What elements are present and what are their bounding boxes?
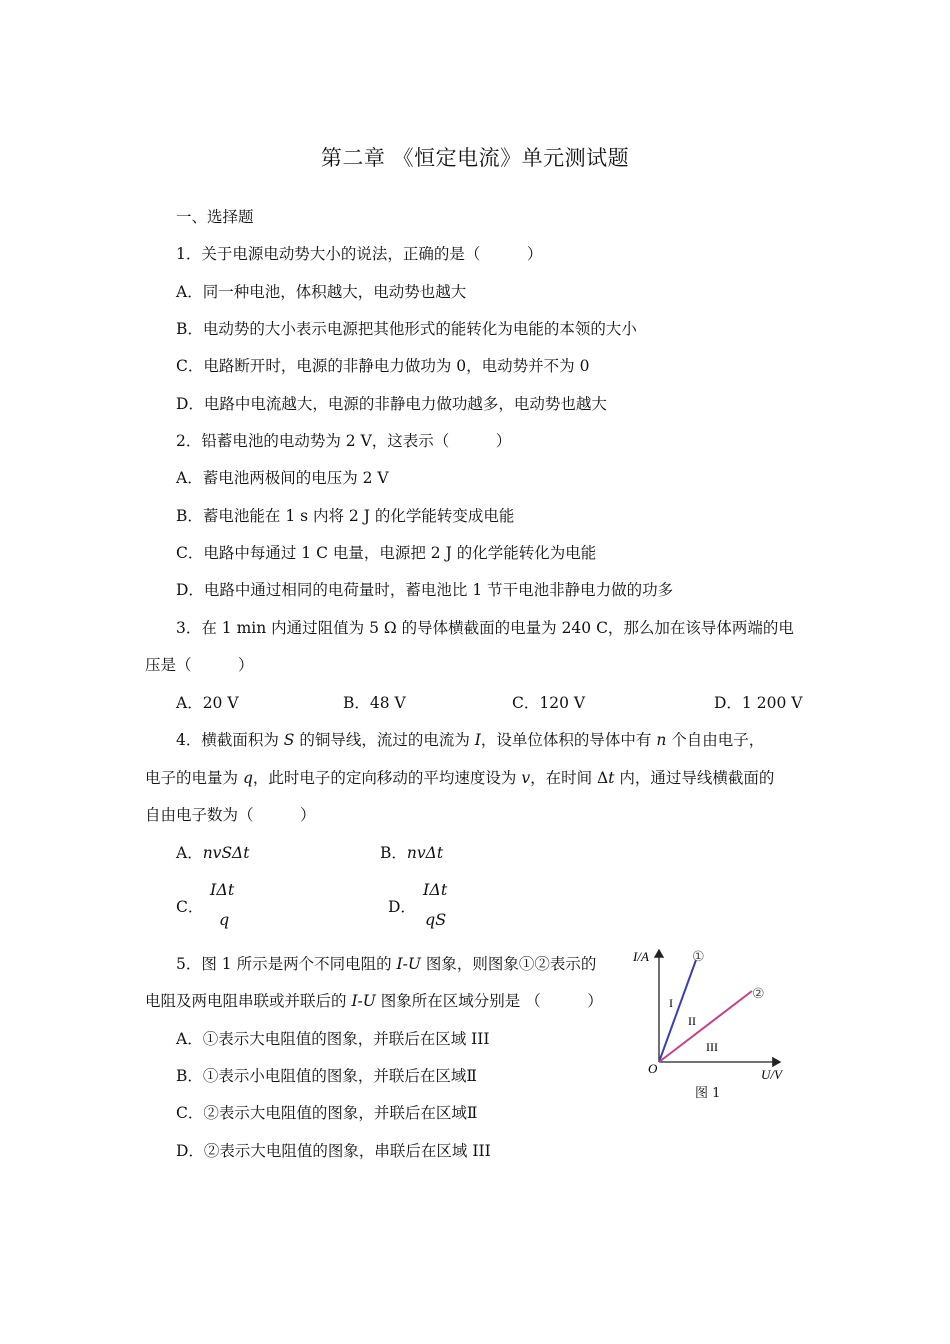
q3-option-a: A．20 V xyxy=(176,694,239,712)
region-1-label: I xyxy=(669,996,673,1010)
q4-stem-line1: 4．横截面积为 S 的铜导线，流过的电流为 I，设单位体积的导体中有 n 个自由电子， xyxy=(176,731,765,749)
q4-option-c-numerator: IΔt xyxy=(210,880,235,899)
q5-stem-line2: 电阻及两电阻串联或并联后的 I-U 图象所在区域分别是 （ ） xyxy=(145,992,603,1010)
q5-option-d: D．②表示大电阻值的图象，串联后在区域 III xyxy=(176,1142,491,1160)
q2-stem: 2．铅蓄电池的电动势为 2 V，这表示（ ） xyxy=(176,432,512,450)
iu-graph-figure xyxy=(628,944,798,1104)
region-2-label: II xyxy=(688,1014,696,1028)
page-title: 第二章 《恒定电流》单元测试题 xyxy=(320,146,630,170)
iu-graph xyxy=(628,944,798,1084)
q4-option-c-denominator: q xyxy=(219,910,230,929)
q2-option-c: C．电路中每通过 1 C 电量，电源把 2 J 的化学能转化为电能 xyxy=(176,544,597,562)
q3-stem-line2: 压是（ ） xyxy=(145,656,254,674)
q1-option-c: C．电路断开时，电源的非静电力做功为 0，电动势并不为 0 xyxy=(176,357,590,375)
q5-option-b: B．①表示小电阻值的图象，并联后在区域Ⅱ xyxy=(176,1067,477,1085)
q1-option-b: B．电动势的大小表示电源把其他形式的能转化为电能的本领的大小 xyxy=(176,320,637,338)
q3-option-d: D．1 200 V xyxy=(714,694,803,712)
q4-option-a: A．nvSΔt xyxy=(176,844,250,862)
y-axis-label: I/A xyxy=(633,949,649,964)
q1-option-a: A．同一种电池，体积越大，电动势也越大 xyxy=(176,283,467,301)
section-heading: 一、选择题 xyxy=(176,208,254,226)
q1-option-d: D．电路中电流越大，电源的非静电力做功越多，电动势也越大 xyxy=(176,395,607,413)
q4-option-b: B．nvΔt xyxy=(380,844,444,862)
q4-stem-line3: 自由电子数为（ ） xyxy=(145,806,316,824)
q5-stem-line1: 5．图 1 所示是两个不同电阻的 I-U 图象，则图象①②表示的 xyxy=(176,955,597,973)
q4-option-d-numerator: IΔt xyxy=(423,880,448,899)
region-3-label: III xyxy=(706,1040,718,1054)
q1-stem: 1．关于电源电动势大小的说法，正确的是（ ） xyxy=(176,245,543,263)
q4-option-d-label: D． xyxy=(388,898,416,916)
q4-stem-line2: 电子的电量为 q，此时电子的定向移动的平均速度设为 v，在时间 Δt 内，通过导线横截面的 xyxy=(145,769,775,787)
q2-option-b: B．蓄电池能在 1 s 内将 2 J 的化学能转变成电能 xyxy=(176,507,515,525)
q5-option-a: A．①表示大电阻值的图象，并联后在区域 III xyxy=(176,1030,490,1048)
q5-option-c: C．②表示大电阻值的图象，并联后在区域Ⅱ xyxy=(176,1104,478,1122)
q3-stem-line1: 3．在 1 min 内通过阻值为 5 Ω 的导体横截面的电量为 240 C，那么加在该导体两端的电 xyxy=(176,619,794,637)
x-axis-label: U/V xyxy=(761,1067,782,1082)
q4-option-c-label: C． xyxy=(176,898,204,916)
line-2-label: ② xyxy=(752,986,765,1002)
line-1-label: ① xyxy=(692,949,705,965)
q3-option-b: B．48 V xyxy=(343,694,406,712)
q4-option-d-denominator: qS xyxy=(425,910,447,929)
q2-option-d: D．电路中通过相同的电荷量时，蓄电池比 1 节干电池非静电力做的功多 xyxy=(176,581,674,599)
q2-option-a: A．蓄电池两极间的电压为 2 V xyxy=(176,469,389,487)
q3-option-c: C．120 V xyxy=(512,694,586,712)
origin-label: O xyxy=(648,1061,658,1076)
figure-caption: 图 1 xyxy=(695,1086,721,1101)
